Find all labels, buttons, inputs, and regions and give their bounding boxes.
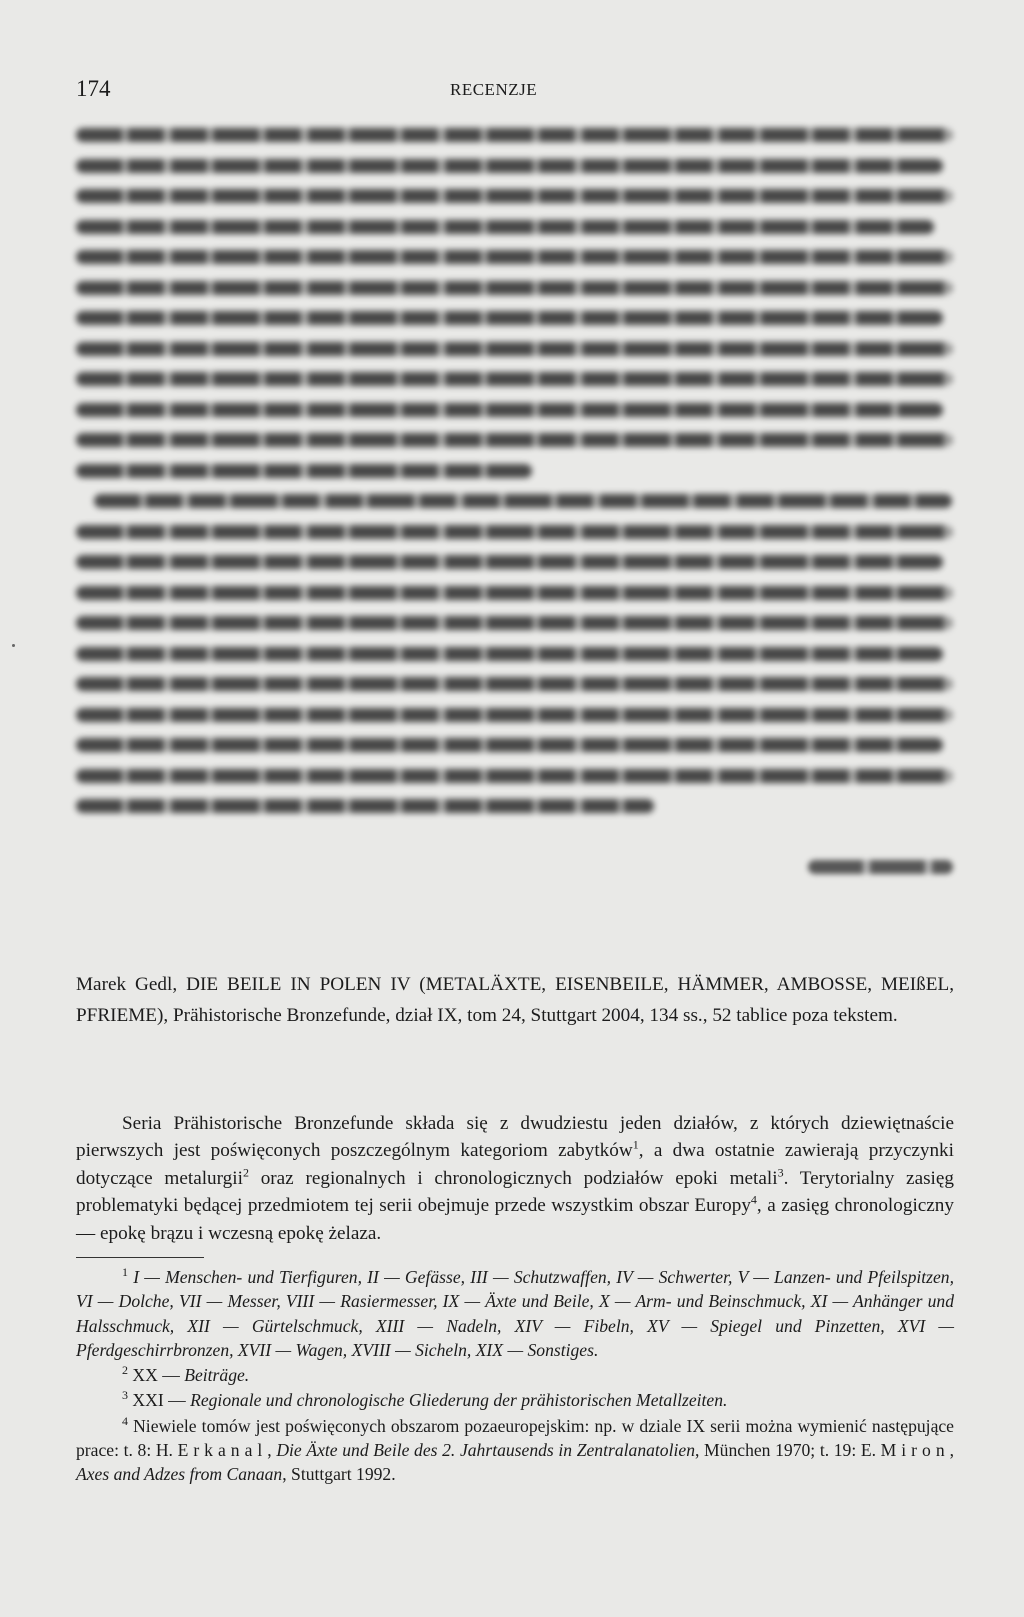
footnote-ref: 2 xyxy=(242,1165,249,1180)
obscured-reviewer-signature xyxy=(808,860,953,874)
running-head: RECENZJE xyxy=(450,80,538,99)
review-body xyxy=(76,1110,954,1247)
footnote-ref: 1 xyxy=(632,1138,639,1153)
footnote-separator xyxy=(76,1257,204,1258)
obscured-previous-review-text xyxy=(76,128,952,830)
scan-speck xyxy=(12,644,15,647)
paragraph: Seria Prähistorische Bronzefunde składa się z dwudziestu jeden działów, z których dziewiętnaście pierwszych jest poświęconych poszczególnym kategoriom zabytków$^1$, a dwa ostatnie zawierają przyczynki dotyczące metalurgii$^2$ oraz regionalnych i chronologicznych podziałów epoki metali$^3$. Terytorialny zasięg problematyki będącej przedmiotem tej serii obejmuje przede wszystkim obszar Europy$^4$, a zasięg chronologiczny — epokę brązu i wczesną epokę żelaza. xyxy=(76,1113,954,1244)
footnote-1: $^1$ I — Menschen- und Tierfiguren, II — Gefässe, III — Schutzwaffen, IV — Schwerter, V — Lanzen- und Pfeilspitzen, VI — Dolche, VII — Messer, VIII — Rasiermesser, IX — Äxte und Beile, X — Arm- und Beinschmuck, XI — Anhänger und Halsschmuck, XII — Gürtelschmuck, XIII — Nadeln, XIV — Fibeln, XV — Spiegel und Pinzetten, XVI — Pferdgeschirrbronzen, XVII — Wagen, XVIII — Sicheln, XIX — Sonstiges. xyxy=(76,1265,954,1360)
footnotes xyxy=(76,1265,954,1488)
page-number: 174 xyxy=(76,76,111,101)
footnote-ref: 3 xyxy=(777,1165,784,1180)
footnote-ref: 4 xyxy=(750,1192,757,1207)
footnote-4: $^4$ Niewiele tomów jest poświęconych obszarom pozaeuropejskim: np. w dziale IX serii można wymienić następujące prace: t. 8: H. Erkanal, Die Äxte und Beile des 2. Jahrtausends in Zentralanatolien, München 1970; t. 19: E. Miron, Axes and Adzes from Canaan, Stuttgart 1992. xyxy=(76,1413,955,1485)
footnote-3: $^3$ XXI — Regionale und chronologische Gliederung der prähistorischen Metallzeiten. xyxy=(122,1388,728,1411)
review-heading: Marek Gedl, DIE BEILE IN POLEN IV (METALÄXTE, EISENBEILE, HÄMMER, AMBOSSE, MEIßEL, PFRIEME), Prähistorische Bronzefunde, dział IX, tom 24, Stuttgart 2004, 134 ss., 52 tablice poza tekstem. xyxy=(76,974,954,1026)
footnote-2: $^2$ XX — Beiträge. xyxy=(122,1363,250,1386)
